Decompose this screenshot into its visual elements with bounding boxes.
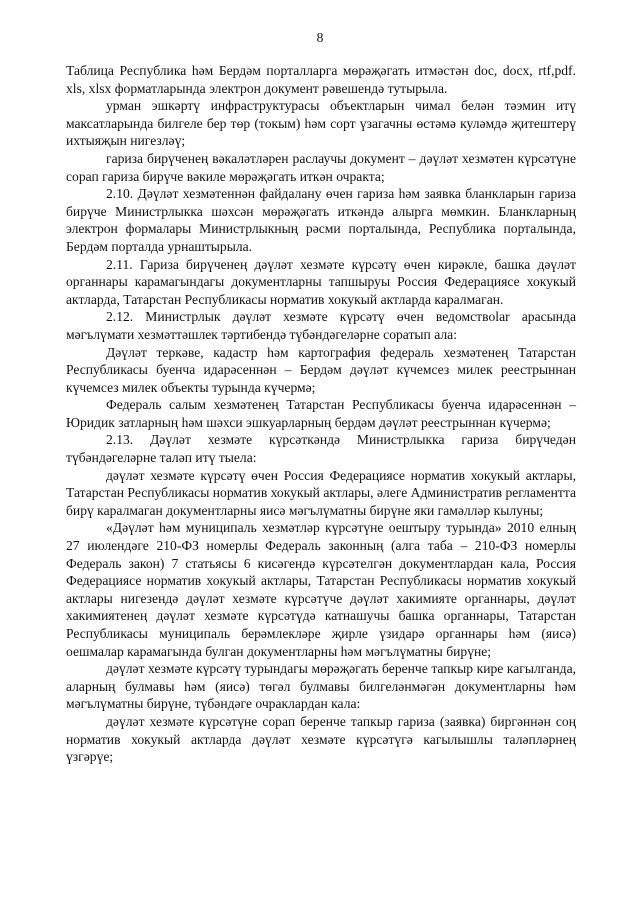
paragraph: 2.13. Дәүләт хезмәте күрсәткәндә Министрлыкка гариза бирүчедән түбәндәгеләрне таләп итү тыела: — [66, 432, 576, 466]
paragraph: 2.11. Гариза бирүченең дәүләт хезмәте күрсәтү өчен кирәкле, башка дәүләт органнары карамагындагы документларны тапшыруы Россия Федерациясе хокукый актларда, Татарстан Республикасы норматив хокукый актларда каралмаган. — [66, 256, 576, 307]
paragraph: дәүләт хезмәте күрсәтү өчен Россия Федерациясе норматив хокукый актлары, Татарстан Республикасы норматив хокукый актлары, әлеге Административ регламентта бирү каралмаган документларны яисә мәгълүматны бирүне яки гамәлләр кылуны; — [66, 467, 576, 518]
document-body — [66, 62, 576, 766]
paragraph: дәүләт хезмәте күрсәтү турындагы мөрәҗәгать беренче тапкыр кире кагылганда, аларның булмавы һәм (яисә) төгәл булмавы билгеләнмәгән документларны һәм мәгълүматны бирүне, түбәндәге очраклардан кала: — [66, 661, 576, 712]
paragraph: Таблица Республика һәм Бердәм порталларга мөрәҗәгать итмәстән doc, docx, rtf,pdf. xls, xlsx форматларында электрон документ рәвешендә тутырыла. — [66, 63, 576, 96]
paragraph: гариза бирүченең вәкаләтләрен раслаучы документ – дәүләт хезмәтен күрсәтүне сорап гариза бирүче вәкиле мөрәҗәгать иткән очракта; — [66, 150, 576, 184]
paragraph: 2.12. Министрлык дәүләт хезмәте күрсәтү өчен ведомствolar арасында мәгълүмати хезмәттәшлек тәртибендә түбәндәгеләрне соратып ала: — [66, 309, 576, 342]
paragraph: урман эшкәртү инфраструктурасы объектларын чимал белән тәэмин итү максатларында билгеле бер төр (токым) һәм сорт үзагачны өстәмә куләмдә җитештерү ихтыяҗын нигезләү; — [66, 98, 576, 149]
paragraph: 2.10. Дәүләт хезмәтеннән файдалану өчен гариза һәм заявка бланкларын гариза бирүче Министрлыкка шәхсән мөрәҗәгать иткәндә алырга мөмкин. Бланкларның электрон формалары Министрлыкның рәсми порталында, Республика порталында, Бердәм порталда урнаштырыла. — [66, 186, 576, 254]
page-number: 8 — [316, 30, 324, 45]
paragraph: «Дәүләт һәм муниципаль хезмәтләр күрсәтүне оештыру турында» 2010 елның 27 июлендәге 210-ФЗ номерлы Федераль законның (алга таба – 210-ФЗ номерлы Федераль закон) 7 статьясы 6 кисәгендә күрсәтелгән документлардан кала, Россия Федерациясе норматив хокукый актлары, Татарстан Республикасы норматив хокукый актлары нигезендә дәүләт хезмәте күрсәтүче дәүләт хакимияте органнары, дәүләт хакимиятенең дәүләт хезмәте күрсәтүдә катнашучы башка органнары, Татарстан Республикасы муниципаль берәмлекләре җирле үзидарә органнары һәм (яисә) оешмалар карамагында булган документларны һәм мәгълүматны бирүне; — [66, 520, 576, 659]
paragraph: Дәүләт теркәве, кадастр һәм картография федераль хезмәтенең Татарстан Республикасы буенча идарәсеннән – Бердәм дәүләт күчемсез милек реестрыннан күчемсез милек объекты турында күчермә; — [66, 344, 576, 395]
paragraph: Федераль салым хезмәтенең Татарстан Республикасы буенча идарәсеннән – Юридик затларның һәм шәхси эшкуарларның бердәм дәүләт реестрыннан күчермә; — [66, 397, 576, 430]
paragraph: дәүләт хезмәте күрсәтүне сорап беренче тапкыр гариза (заявка) биргәннән соң норматив хокукый актларда дәүләт хезмәте күрсәтүгә кагылышлы таләпләрнең үзгәрүе; — [66, 713, 576, 765]
